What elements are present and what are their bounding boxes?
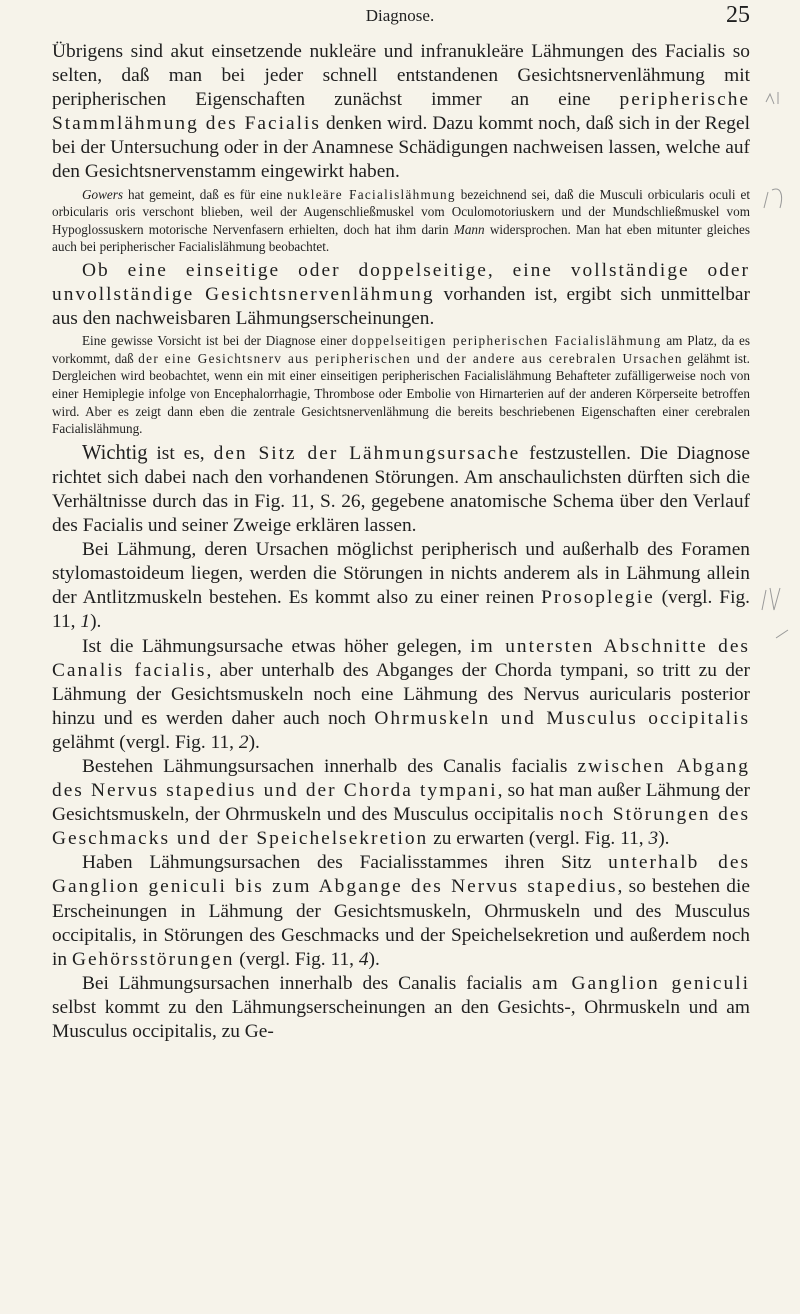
paragraph-stapedius-chorda: Bestehen Lähmungsursachen innerhalb des Canalis facialis zwischen Abgang des Nervus stapedius und der Chorda tympani, so hat man außer Lähmung der Gesichtsmuskeln, der Ohrmuskeln und des Musculus occipitalis noch Störungen des Geschmacks und der Speichelsekretion zu erwarten (vergl. Fig. 11, 3). xyxy=(52,756,750,850)
page-body xyxy=(52,40,750,1044)
paragraph-intro: Übrigens sind akut einsetzende nukleäre und infranukleäre Lähmungen des Facialis so selten, daß man bei jeder schnell entstandenen Gesichtsnervenlähmung mit peripherischen Eigenschaften zunächst immer an eine peripherische Stammlähmung des Facialis denken wird. Dazu kommt noch, daß sich in der Regel bei der Untersuchung oder in der Anamnese Schädigungen nachweisen lassen, welche auf den Gesichtsnervenstamm eingewirkt haben. xyxy=(52,41,750,183)
page-number: 25 xyxy=(726,2,750,28)
paragraph-ganglion-geniculi: Bei Lähmungsursachen innerhalb des Canalis facialis am Ganglion geniculi selbst kommt zu den Lähmungserscheinungen an den Gesichts-, Ohrmuskeln und am Musculus occipitalis, zu Ge- xyxy=(52,972,750,1043)
emphasis: Wichtig xyxy=(82,441,148,464)
emphasis: nukleäre Facialislähmung xyxy=(287,186,456,202)
author-name: Mann xyxy=(453,221,485,237)
emphasis: noch Störungen des Geschmacks und der Speichelsekretion xyxy=(52,804,750,850)
emphasis: unterhalb des Ganglion geniculi bis zum Abgange des Nervus stapedius xyxy=(52,852,751,898)
author-name: Gowers xyxy=(82,186,124,202)
emphasis: peripherische Stammlähmung des Facialis xyxy=(52,89,750,135)
paragraph-bilateral: Ob eine einseitige oder doppelseitige, eine vollständige oder unvollständige Gesichtsnervenlähmung vorhanden ist, ergibt sich unmittelbar aus den nachweisbaren Lähmungserscheinungen. xyxy=(52,259,750,330)
pencil-mark-icon xyxy=(754,90,794,650)
note-caution: Eine gewisse Vorsicht ist bei der Diagnose einer doppelseitigen peripherischen Facialislähmung am Platz, da es vorkommt, daß der eine Gesichtsnerv aus peripherischen und der andere aus cerebralen Ursachen gelähmt ist. Dergleichen wird beobachtet, wenn ein mit einer einseitigen peripherischen Facialislähmung Behafteter zufälligerweise noch von einer Hemiplegie infolge von Encephalorrhagie, Thrombose oder Embolie von Hirnarterien auf der anderen Körperseite betroffen wird. Aber es zeigt dann eben die zentrale Gesichtsnervenlähmung die bereits beschriebenen Eigenschaften einer cerebralen Facialislähmung. xyxy=(52,333,751,437)
emphasis: doppelseitigen peripherischen Facialislähmung xyxy=(351,333,662,349)
emphasis: am Ganglion geniculi xyxy=(531,972,750,994)
emphasis: den Sitz der Lähmungsursache xyxy=(213,442,521,464)
emphasis: zwischen Abgang des Nervus stapedius und der Chorda tympani xyxy=(52,756,750,802)
emphasis: Prosoplegie xyxy=(541,587,655,609)
page-header xyxy=(0,2,800,36)
emphasis: im untersten Abschnitte des Canalis facialis xyxy=(52,635,750,681)
emphasis: Ob eine einseitige oder doppelseitige, eine vollständige oder unvollständige Gesichtsnervenlähmung xyxy=(52,259,750,306)
paragraph-canalis-lower: Ist die Lähmungsursache etwas höher gelegen, im untersten Abschnitte des Canalis facialis, aber unterhalb des Abganges der Chorda tympani, so tritt zu der Lähmung der Gesichtsmuskeln noch eine Lähmung des Nervus auricularis posterior hinzu und es werden daher auch noch Ohrmuskeln und Musculus occipitalis gelähmt (vergl. Fig. 11, 2). xyxy=(52,635,750,753)
paragraph-localisation: Wichtig ist es, den Sitz der Lähmungsursache festzustellen. Die Diagnose richtet sich dabei nach den vorhandenen Störungen. Am anschaulichsten dürften sich die Verhältnisse durch das in Fig. 11, S. 26, gegebene anatomische Schema über den Verlauf des Facialis und seiner Zweige erklären lassen. xyxy=(52,441,750,537)
emphasis: Ohrmuskeln und Musculus occipitalis xyxy=(374,707,750,729)
paragraph-ganglion-lower: Haben Lähmungsursachen des Facialisstammes ihren Sitz unterhalb des Ganglion geniculi bis zum Abgange des Nervus stapedius, so bestehen die Erscheinungen in Lähmung der Gesichtsmuskeln, Ohrmuskeln und des Musculus occipitalis, in Störungen des Geschmacks und der Speichelsekretion und außerdem noch in Gehörsstörungen (vergl. Fig. 11, 4). xyxy=(52,852,751,970)
running-title: Diagnose. xyxy=(365,6,435,25)
margin-pencil-marks xyxy=(754,90,794,650)
emphasis: der eine Gesichtsnerv aus peripherischen und der andere aus cerebralen Ursachen xyxy=(138,350,683,366)
note-gowers: Gowers hat gemeint, daß es für eine nukleäre Facialislähmung bezeichnend sei, daß die Musculi orbicularis oculi et orbicularis oris verschont blieben, weil der Augenschließmuskel vom Oculomotoriuskern und der Mundschließmuskel vom Hypoglossuskern motorische Nervenfasern erhielten, doch hat ihm darin Mann widersprochen. Man hat eben mitunter gleiches auch bei peripherischer Facialislähmung beobachtet. xyxy=(52,186,751,255)
emphasis: Gehörsstörungen xyxy=(71,948,235,970)
paragraph-prosoplegie: Bei Lähmung, deren Ursachen möglichst peripherisch und außerhalb des Foramen stylomastoideum liegen, werden die Störungen in nichts anderem als in Lähmung allein der Antlitzmuskeln bestehen. Es kommt also zu einer reinen Prosoplegie (vergl. Fig. 11, 1). xyxy=(52,539,750,633)
